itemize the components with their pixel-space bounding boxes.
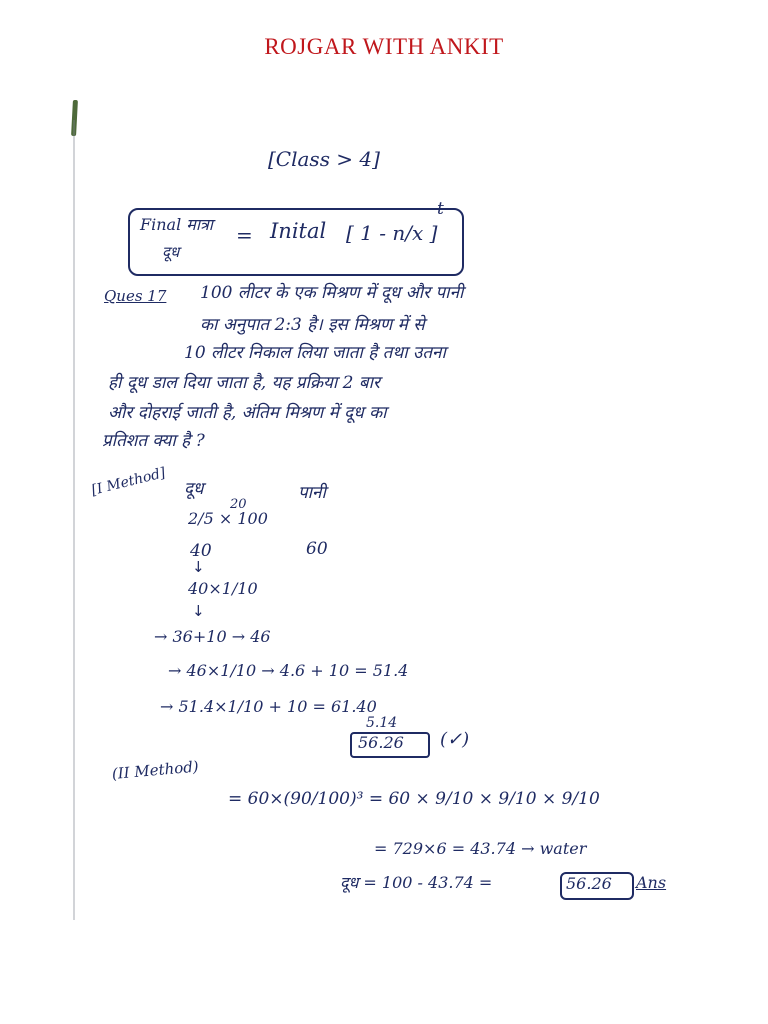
down-arrow-icon: ↓ <box>192 558 205 576</box>
check-icon: (✓) <box>440 729 470 750</box>
method1-cancel-value: 20 <box>230 497 247 512</box>
question-line: 10 लीटर निकाल लिया जाता है तथा उतना <box>184 343 446 363</box>
formula-final-label: Final मात्रा <box>140 215 213 234</box>
method1-step-a: 40×1/10 <box>188 579 258 598</box>
method2-line: दूध = 100 - 43.74 = <box>340 873 493 892</box>
page-margin-line <box>73 120 75 920</box>
formula-milk-label: दूध <box>162 243 180 261</box>
method1-label: [I Method] <box>89 464 168 499</box>
method2-line: = 60×(90/100)³ = 60 × 9/10 × 9/10 × 9/10 <box>228 789 600 809</box>
down-arrow-icon: ↓ <box>192 602 205 620</box>
method1-water-header: पानी <box>298 483 326 503</box>
method1-fraction: 2/5 × 100 <box>188 509 268 528</box>
method1-milk-start: 40 <box>190 541 212 561</box>
method1-step: → 51.4×1/10 + 10 = 61.40 <box>160 697 377 716</box>
method2-line: = 729×6 = 43.74 → water <box>374 839 587 858</box>
page-header: ROJGAR WITH ANKIT <box>264 34 504 59</box>
question-line: प्रतिशत क्या है ? <box>102 431 205 451</box>
method1-milk-header: दूध <box>184 479 204 499</box>
question-line: का अनुपात 2:3 है। इस मिश्रण में से <box>200 315 425 335</box>
method2-ans-mark: Ans <box>636 873 667 892</box>
method1-step: → 36+10 → 46 <box>154 627 271 646</box>
method1-step: → 46×1/10 → 4.6 + 10 = 51.4 <box>168 661 409 680</box>
question-line: और दोहराई जाती है, अंतिम मिश्रण में दूध का <box>108 403 387 423</box>
class-label: [Class > 4] <box>268 147 380 171</box>
formula-equals: = <box>236 223 253 247</box>
method2-answer: 56.26 <box>566 874 612 893</box>
formula-initial: Inital <box>270 219 327 243</box>
question-label: Ques 17 <box>104 287 167 305</box>
question-line: ही दूध डाल दिया जाता है, यह प्रक्रिया 2 बार <box>108 373 380 393</box>
method1-water-start: 60 <box>306 539 328 559</box>
question-line: 100 लीटर के एक मिश्रण में दूध और पानी <box>200 283 464 303</box>
method2-label: (II Method) <box>111 757 200 783</box>
formula-exponent: t <box>437 199 444 219</box>
method1-answer: 56.26 <box>358 733 404 752</box>
method1-subtract: 5.14 <box>366 715 398 731</box>
formula-bracket: [ 1 - n/x ] <box>346 221 438 245</box>
